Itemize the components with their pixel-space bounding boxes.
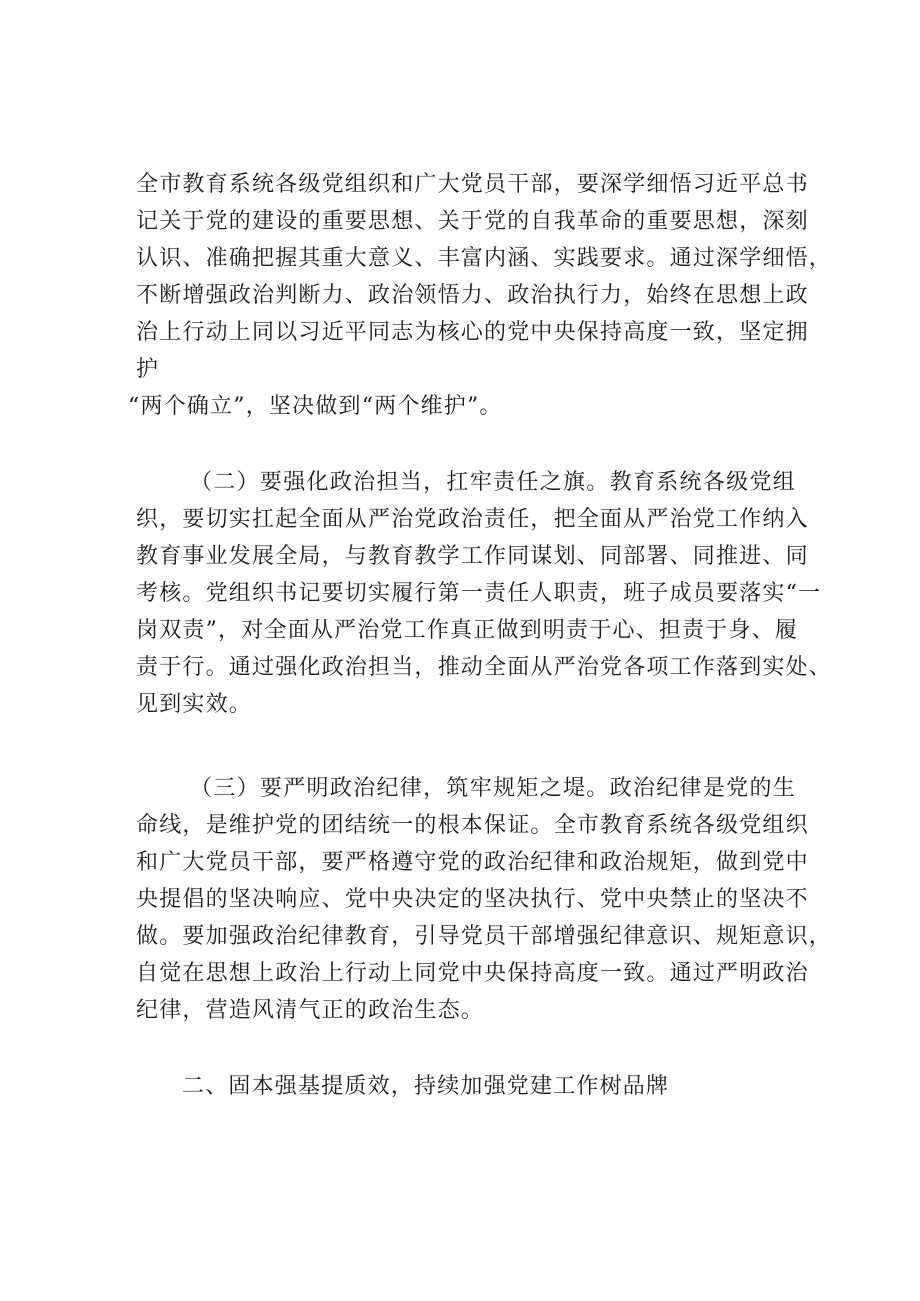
- paragraph-line: 记关于党的建设的重要思想、关于党的自我革命的重要思想，深刻: [136, 209, 809, 234]
- paragraph-line: 全市教育系统各级党组织和广大党员干部，要深学细悟习近平总书: [136, 172, 809, 197]
- paragraph-line: 护: [136, 357, 160, 382]
- paragraph-line: 责于行。通过强化政治担当，推动全面从严治党各项工作落到实处、: [136, 655, 833, 680]
- paragraph-line: 教育事业发展全局，与教育教学工作同谋划、同部署、同推进、同: [136, 544, 809, 569]
- paragraph-line: 考核。党组织书记要切实履行第一责任人职责，班子成员要落实“一: [136, 581, 822, 606]
- paragraph-line: 纪律，营造风清气正的政治生态。: [136, 998, 485, 1023]
- paragraph-line: 认识、准确把握其重大意义、丰富内涵、实践要求。通过深学细悟，: [136, 246, 833, 271]
- paragraph-line: （二）要强化政治担当，扛牢责任之旗。教育系统各级党组: [190, 470, 796, 495]
- paragraph-1: [128, 166, 833, 425]
- section-heading: [136, 1068, 796, 1105]
- section-heading-text: 二、固本强基提质效，持续加强党建工作树品牌: [182, 1074, 670, 1099]
- paragraph-line: （三）要严明政治纪律，筑牢规矩之堤。政治纪律是党的生: [190, 776, 796, 801]
- paragraph-line: 命线，是维护党的团结统一的根本保证。全市教育系统各级党组织: [136, 813, 809, 838]
- paragraph-line: 做。要加强政治纪律教育，引导党员干部增强纪律意识、规矩意识，: [136, 924, 833, 949]
- paragraph-line: 不断增强政治判断力、政治领悟力、政治执行力，始终在思想上政: [136, 283, 809, 308]
- paragraph-line: 央提倡的坚决响应、党中央决定的坚决执行、党中央禁止的坚决不: [136, 887, 809, 912]
- paragraph-line: 见到实效。: [136, 692, 253, 717]
- paragraph-3: [136, 770, 833, 1029]
- paragraph-line: 岗双责”，对全面从严治党工作真正做到明责于心、担责于身、履: [136, 618, 799, 643]
- paragraph-line: 和广大党员干部，要严格遵守党的政治纪律和政治规矩，做到党中: [136, 850, 809, 875]
- paragraph-2: [136, 464, 833, 723]
- paragraph-line: 自觉在思想上政治上行动上同党中央保持高度一致。通过严明政治: [136, 961, 809, 986]
- paragraph-line: 织，要切实扛起全面从严治党政治责任，把全面从严治党工作纳入: [136, 507, 809, 532]
- paragraph-line: 治上行动上同以习近平同志为核心的党中央保持高度一致，坚定拥: [136, 320, 809, 345]
- paragraph-line: “两个确立”，坚决做到“两个维护”。: [128, 394, 503, 419]
